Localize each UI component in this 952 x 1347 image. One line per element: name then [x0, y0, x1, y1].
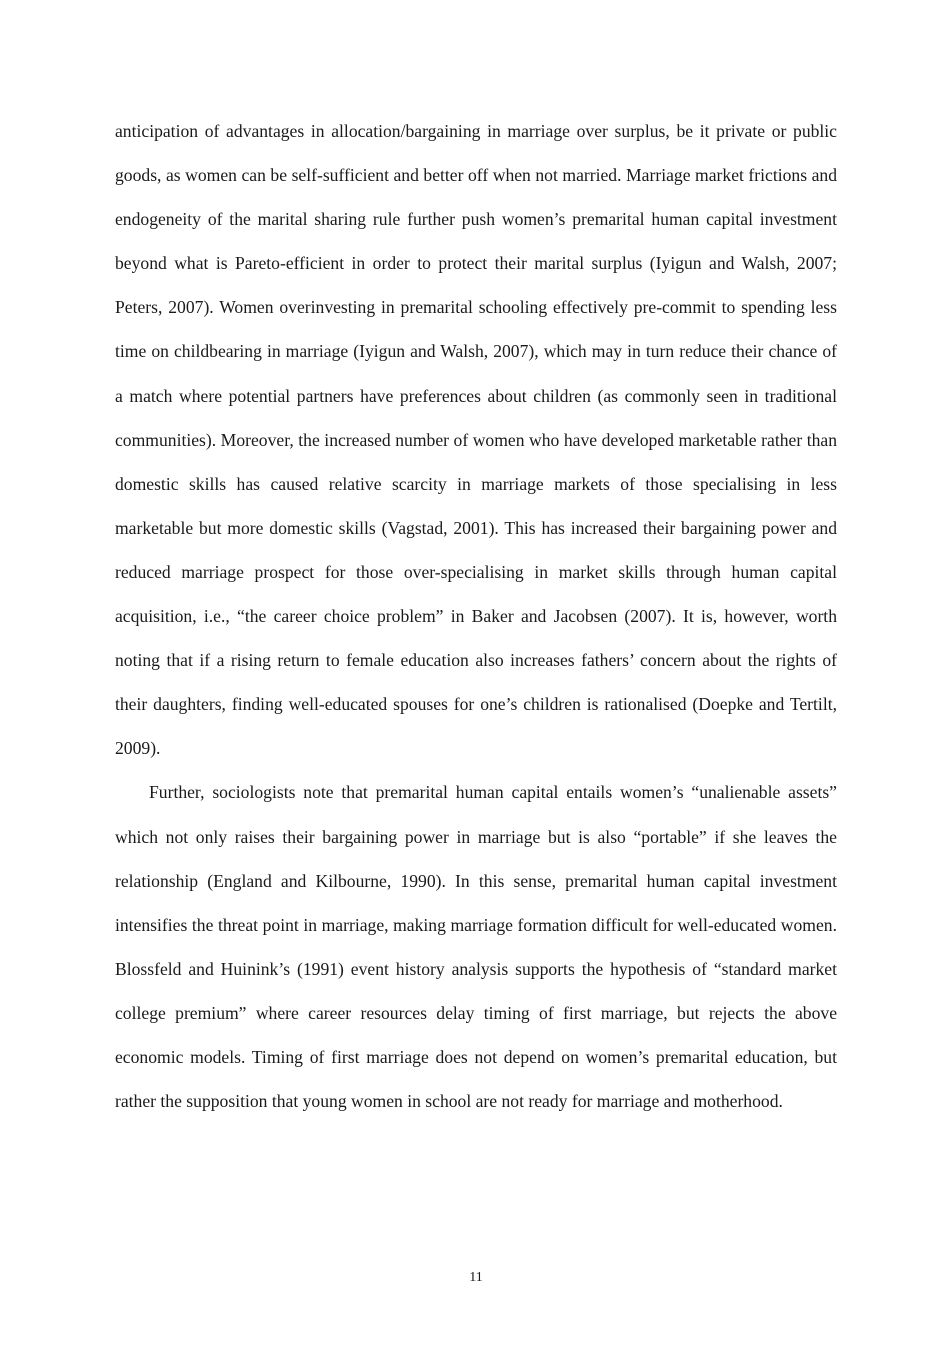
- page-body: [115, 109, 837, 1123]
- page-number: 11: [469, 1270, 483, 1285]
- paragraph-sociologists: Further, sociologists note that premarital human capital entails women’s “unalienable assets” which not only raises their bargaining power in marriage but is also “portable” if she leaves the relationship (England and Kilbourne, 1990). In this sense, premarital human capital investment intensifies the threat point in marriage, making marriage formation difficult for well-educated women. Blossfeld and Huinink’s (1991) event history analysis supports the hypothesis of “standard market college premium” where career resources delay timing of first marriage, but rejects the above economic models. Timing of first marriage does not depend on women’s premarital education, but rather the supposition that young women in school are not ready for marriage and motherhood.: [115, 782, 837, 1112]
- paragraph-continuation: anticipation of advantages in allocation/bargaining in marriage over surplus, be it private or public goods, as women can be self-sufficient and better off when not married. Marriage market frictions and endogeneity of the marital sharing rule further push women’s premarital human capital investment beyond what is Pareto-efficient in order to protect their marital surplus (Iyigun and Walsh, 2007; Peters, 2007). Women overinvesting in premarital schooling effectively pre-commit to spending less time on childbearing in marriage (Iyigun and Walsh, 2007), which may in turn reduce their chance of a match where potential partners have preferences about children (as commonly seen in traditional communities). Moreover, the increased number of women who have developed marketable rather than domestic skills has caused relative scarcity in marriage markets of those specialising in less marketable but more domestic skills (Vagstad, 2001). This has increased their bargaining power and reduced marriage prospect for those over-specialising in market skills through human capital acquisition, i.e., “the career choice problem” in Baker and Jacobsen (2007). It is, however, worth noting that if a rising return to female education also increases fathers’ concern about the rights of their daughters, finding well-educated spouses for one’s children is rationalised (Doepke and Tertilt, 2009).: [115, 121, 837, 759]
